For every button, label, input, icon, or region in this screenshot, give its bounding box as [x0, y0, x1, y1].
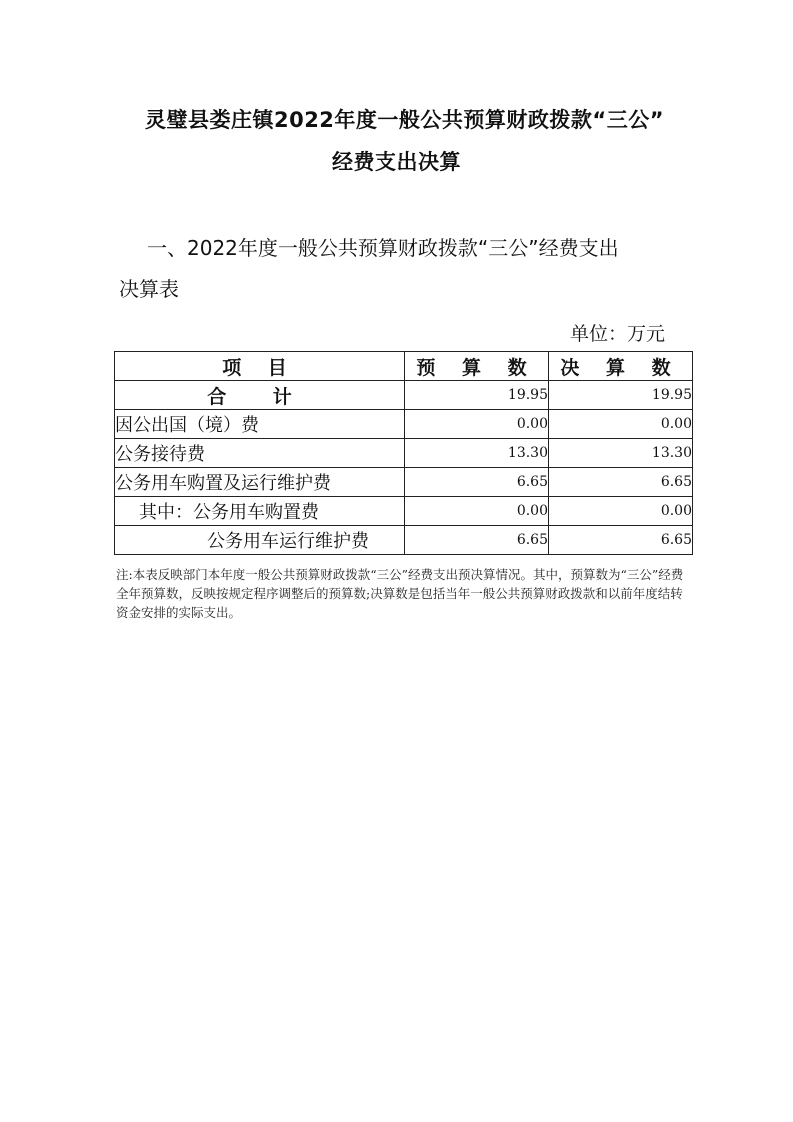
document-title-line-2: 经费支出决算	[332, 150, 461, 174]
header-item: 项 目	[115, 352, 405, 381]
row-budget-value: 0.00	[405, 410, 549, 439]
row-final-value: 0.00	[549, 497, 693, 526]
row-budget-value: 19.95	[405, 381, 549, 410]
row-final-value: 19.95	[549, 381, 693, 410]
row-final-value: 6.65	[549, 526, 693, 555]
table-row	[115, 497, 693, 526]
row-label: 公务用车购置及运行维护费	[115, 468, 405, 497]
header-final: 决 算 数	[549, 352, 693, 381]
row-budget-value: 13.30	[405, 439, 549, 468]
row-label: 公务接待费	[115, 439, 405, 468]
expenditure-table	[114, 351, 693, 555]
row-final-value: 6.65	[549, 468, 693, 497]
section-heading-line-2: 决算表	[119, 277, 179, 301]
table-row	[115, 468, 693, 497]
row-final-value: 13.30	[549, 439, 693, 468]
row-final-value: 0.00	[549, 410, 693, 439]
section-heading-line-1: 一、2022年度一般公共预算财政拨款“三公”经费支出	[147, 236, 619, 260]
row-budget-value: 0.00	[405, 497, 549, 526]
table-row-total	[115, 381, 693, 410]
header-budget: 预 算 数	[405, 352, 549, 381]
row-label: 因公出国（境）费	[115, 410, 405, 439]
table-row	[115, 439, 693, 468]
table-row	[115, 526, 693, 555]
row-budget-value: 6.65	[405, 526, 549, 555]
row-label: 其中：公务用车购置费	[115, 497, 405, 526]
table-footnote: 注:本表反映部门本年度一般公共预算财政拨款“三公”经费支出预决算情况。其中，预算数为“三公”经费全年预算数，反映按规定程序调整后的预算数;决算数是包括当年一般公共预算财政拨款和以前年度结转资金安排的实际支出。	[116, 567, 684, 620]
row-label: 合 计	[115, 381, 405, 410]
row-budget-value: 6.65	[405, 468, 549, 497]
table-header-row	[115, 352, 693, 381]
row-label: 公务用车运行维护费	[115, 526, 405, 555]
unit-label: 单位：万元	[570, 323, 666, 345]
table-row	[115, 410, 693, 439]
document-title-line-1: 灵璧县娄庄镇2022年度一般公共预算财政拨款“三公”	[144, 108, 665, 132]
